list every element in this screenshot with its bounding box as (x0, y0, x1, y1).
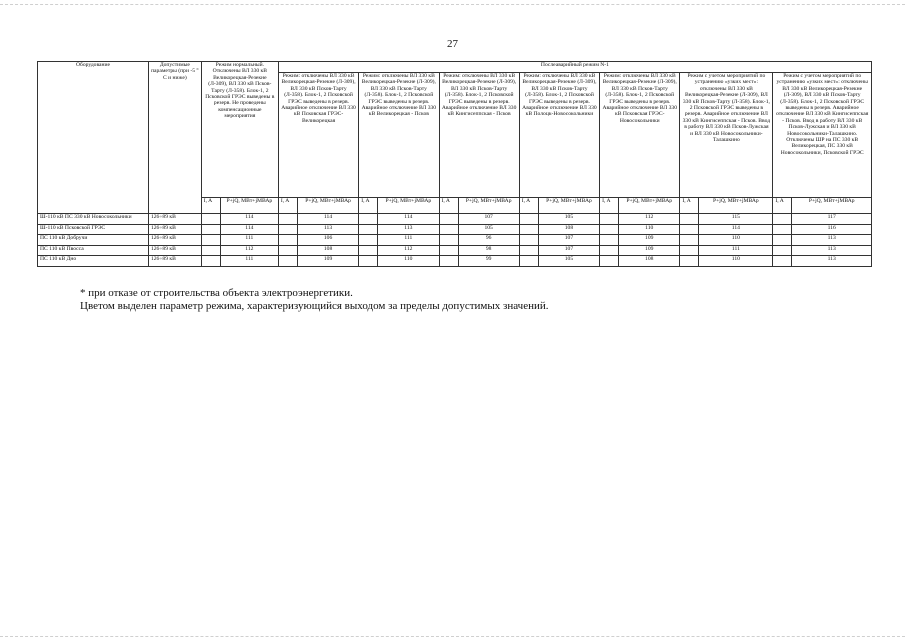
value-cell: 109 (619, 245, 680, 256)
value-cell: 105 (458, 224, 519, 235)
value-cell: 108 (619, 256, 680, 267)
unit-power: P+jQ, МВт+jМВАр (220, 198, 278, 214)
table-row (38, 214, 872, 225)
bottom-scan-edge (0, 636, 905, 637)
value-cell: 113 (792, 245, 872, 256)
value-cell: 114 (297, 214, 358, 225)
value-cell: 112 (619, 214, 680, 225)
equipment-name: Ш-110 кВ Псковской ГРЭС (38, 224, 149, 235)
color-note: Цветом выделен параметр режима, характеризующийся выходом за пределы допустимых значений. (80, 300, 549, 312)
allowed-value: 126÷89 кВ (148, 214, 201, 225)
allowed-value: 126÷89 кВ (148, 245, 201, 256)
regime-parameters-table (37, 61, 872, 267)
value-cell: 109 (619, 235, 680, 246)
normal-mode-header: Режим нормальный. Отключены ВЛ 330 кВ Великорецкая-Резекне (Л-309), ВЛ 330 кВ Псков-Тарту (Л-358). Блок-1, 2 Псковской ГРЭС выведены в резерв. Не проведены компенсационные мероприятия (201, 62, 278, 198)
value-cell: 111 (699, 245, 773, 256)
allowed-value: 126÷89 кВ (148, 256, 201, 267)
unit-current: I, A (278, 198, 297, 214)
value-cell: 109 (297, 256, 358, 267)
mode-header-1: Режим: отключены ВЛ 330 кВ Великорецкая-Резекне (Л-309), ВЛ 330 кВ Псков-Тарту (Л-358). Блок-1, 2 Псковской ГРЭС выведены в резерв. Аварийное отключение ВЛ 330 кВ Псковская ГРЭС-Великорецкая (278, 73, 358, 198)
mode-header-7: Режим с учетом мероприятий по устранению «узких мест»: отключены ВЛ 330 кВ Великорецкая-Резекне (Л-309), ВЛ 330 кВ Псков-Тарту (Л-358). Блок-1, 2 Псковской ГРЭС выведены в резерв. Аварийное отключение ВЛ 330 кВ Кингисеппская - Псков. Ввод в работу ВЛ 330 кВ Псков-Лужская и ВЛ 330 кВ Новосокольники-Талашкино. Отключены ШР на ПС 330 кВ Великорецкая, ПС 330 кВ Новосокольники, Псковской ГРЭС (773, 73, 872, 198)
value-cell: 112 (220, 245, 278, 256)
top-scan-edge (0, 4, 905, 5)
equipment-name: ПС 110 кВ Добручи (38, 235, 149, 246)
value-cell: 96 (458, 235, 519, 246)
unit-current: I, A (773, 198, 792, 214)
value-cell: 99 (458, 256, 519, 267)
unit-power: P+jQ, МВт+jМВАр (458, 198, 519, 214)
value-cell: 108 (538, 224, 599, 235)
equipment-header: Оборудование (38, 62, 149, 214)
value-cell: 113 (378, 224, 439, 235)
unit-current: I, A (359, 198, 378, 214)
value-cell: 105 (538, 256, 599, 267)
value-cell: 111 (220, 256, 278, 267)
value-cell: 117 (792, 214, 872, 225)
value-cell: 114 (220, 214, 278, 225)
page-number: 27 (447, 38, 458, 50)
value-cell: 113 (297, 224, 358, 235)
unit-power: P+jQ, МВт+jМВАр (378, 198, 439, 214)
table-row (38, 256, 872, 267)
value-cell: 106 (297, 235, 358, 246)
unit-power: P+jQ, МВт+jМВАр (297, 198, 358, 214)
table-row (38, 245, 872, 256)
value-cell: 114 (220, 224, 278, 235)
value-cell: 114 (699, 224, 773, 235)
allowed-header: Допустимые параметры (при -5 ° С и ниже) (148, 62, 201, 214)
footnote: * при отказе от строительства объекта электроэнергетики. (80, 287, 353, 299)
unit-current: I, A (439, 198, 458, 214)
post-emergency-header: Послеаварийный режим N-1 (278, 62, 871, 73)
value-cell: 107 (538, 245, 599, 256)
value-cell: 113 (792, 256, 872, 267)
value-cell: 110 (378, 256, 439, 267)
unit-current: I, A (519, 198, 538, 214)
unit-current: I, A (201, 198, 220, 214)
mode-header-2: Режим: отключены ВЛ 330 кВ Великорецкая-Резекне (Л-309), ВЛ 330 кВ Псков-Тарту (Л-358). Блок-1, 2 Псковской ГРЭС выведены в резерв. Аварийное отключение ВЛ 330 кВ Великорецкая - Псков (359, 73, 439, 198)
allowed-value: 126÷89 кВ (148, 224, 201, 235)
mode-header-6: Режим с учетом мероприятий по устранению «узких мест»: отключены ВЛ 330 кВ Великорецкая-Резекне (Л-309), ВЛ 330 кВ Псков-Тарту (Л-358). Блок-1, 2 Псковской ГРЭС выведены в резерв. Аварийное отключение ВЛ 330 кВ Кингисеппская - Псков. Ввод в работу ВЛ 330 кВ Псков-Лужская и ВЛ 330 кВ Новосокольники-Талашкино (680, 73, 773, 198)
value-cell: 110 (619, 224, 680, 235)
value-cell: 116 (792, 224, 872, 235)
value-cell: 98 (458, 245, 519, 256)
value-cell: 110 (699, 235, 773, 246)
value-cell: 113 (792, 235, 872, 246)
table-row (38, 235, 872, 246)
value-cell: 110 (699, 256, 773, 267)
allowed-value: 126÷89 кВ (148, 235, 201, 246)
unit-current: I, A (600, 198, 619, 214)
equipment-name: ПС 110 кВ Пвосса (38, 245, 149, 256)
value-cell: 111 (220, 235, 278, 246)
unit-power: P+jQ, МВт+jМВАр (619, 198, 680, 214)
value-cell: 114 (378, 214, 439, 225)
value-cell: 105 (538, 214, 599, 225)
mode-header-5: Режим: отключены ВЛ 330 кВ Великорецкая-Резекне (Л-309), ВЛ 330 кВ Псков-Тарту (Л-358). Блок-1, 2 Псковской ГРЭС выведены в резерв. Аварийное отключение ВЛ 330 кВ Псковская ГРЭС-Новосокольники (600, 73, 680, 198)
mode-header-3: Режим: отключены ВЛ 330 кВ Великорецкая-Резекне (Л-309), ВЛ 330 кВ Псков-Тарту (Л-358). Блок-1, 2 Псковской ГРЭС выведены в резерв. Аварийное отключение ВЛ 330 кВ Кингисеппская - Псков (439, 73, 519, 198)
value-cell: 115 (699, 214, 773, 225)
value-cell: 111 (378, 235, 439, 246)
value-cell: 107 (458, 214, 519, 225)
equipment-name: ПС 110 кВ Дно (38, 256, 149, 267)
unit-power: P+jQ, МВт+jМВАр (792, 198, 872, 214)
mode-header-4: Режим: отключены ВЛ 330 кВ Великорецкая-Резекне (Л-309), ВЛ 330 кВ Псков-Тарту (Л-358). Блок-1, 2 Псковской ГРЭС выведены в резерв. Аварийное отключение ВЛ 330 кВ Полоцк-Новосокольники (519, 73, 599, 198)
unit-power: P+jQ, МВт+jМВАр (699, 198, 773, 214)
value-cell: 107 (538, 235, 599, 246)
value-cell: 112 (378, 245, 439, 256)
unit-current: I, A (680, 198, 699, 214)
value-cell: 108 (297, 245, 358, 256)
equipment-name: Ш-110 кВ ПС 330 кВ Новосокольники (38, 214, 149, 225)
unit-power: P+jQ, МВт+jМВАр (538, 198, 599, 214)
table-row (38, 224, 872, 235)
